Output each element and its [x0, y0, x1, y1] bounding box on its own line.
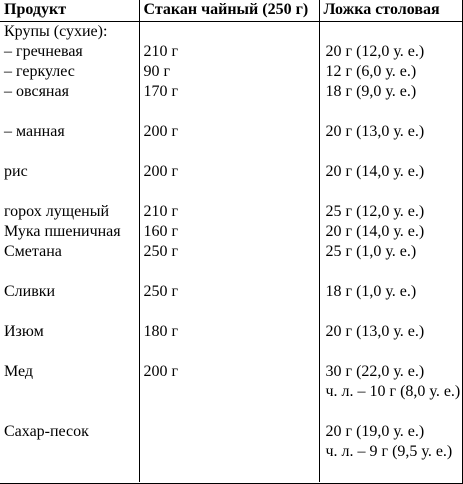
table-row	[0, 42, 462, 62]
glass-cell: 180 г	[139, 322, 319, 362]
spoon-value: 30 г (22,0 у. е.)	[325, 363, 425, 380]
spoon-cell: 20 г (14,0 у. е.)	[319, 222, 462, 242]
product-cell: Мука пшеничная	[4, 223, 121, 240]
table-row	[0, 82, 462, 122]
spoon-cell: 20 г (14,0 у. е.)	[319, 162, 462, 202]
product-cell: – овсяная	[4, 83, 69, 100]
product-cell: Сметана	[4, 243, 62, 260]
table-row	[0, 422, 462, 482]
spoon-cell: 20 г (13,0 у. е.)	[319, 122, 462, 162]
spoon-cell: 20 г (12,0 у. е.)	[319, 42, 462, 62]
spoon-teaspoon-value: ч. л. – 9 г (9,5 у. е.)	[325, 443, 453, 460]
table-header-row	[0, 0, 462, 22]
glass-cell	[139, 422, 319, 482]
header-glass: Стакан чайный (250 г)	[139, 0, 319, 22]
product-cell: горох лущеный	[4, 203, 110, 220]
table-row	[0, 122, 462, 162]
glass-cell: 160 г	[139, 222, 319, 242]
spoon-cell: 18 г (1,0 у. е.)	[319, 282, 462, 322]
product-cell: – геркулес	[4, 63, 75, 80]
glass-cell: 90 г	[139, 62, 319, 82]
table-row	[0, 322, 462, 362]
glass-cell: 170 г	[139, 82, 319, 122]
spoon-cell: 20 г (13,0 у. е.)	[319, 322, 462, 362]
product-cell: Сливки	[4, 283, 56, 300]
glass-cell: 210 г	[139, 42, 319, 62]
table-row	[0, 202, 462, 222]
glass-cell: 250 г	[139, 242, 319, 282]
header-spoon: Ложка столовая	[319, 0, 462, 22]
table-row	[0, 242, 462, 282]
product-cell: рис	[4, 163, 28, 180]
product-cell: Мед	[4, 363, 34, 380]
glass-cell: 250 г	[139, 282, 319, 322]
product-cell: – гречневая	[4, 43, 83, 60]
spoon-teaspoon-value: ч. л. – 10 г (8,0 у. е.)	[325, 383, 461, 400]
table-row	[0, 162, 462, 202]
spoon-cell: 25 г (12,0 у. е.)	[319, 202, 462, 222]
table-row	[0, 222, 462, 242]
table-row	[0, 62, 462, 82]
product-cell: Сахар-песок	[4, 423, 89, 440]
glass-cell: 200 г	[139, 362, 319, 422]
glass-cell: 200 г	[139, 162, 319, 202]
product-cell: Изюм	[4, 323, 44, 340]
glass-cell: 210 г	[139, 202, 319, 222]
header-product: Продукт	[0, 0, 139, 22]
table-row	[0, 362, 462, 422]
spoon-cell	[319, 422, 462, 482]
table-row	[0, 22, 462, 43]
product-cell: Крупы (сухие):	[4, 23, 108, 40]
table-row	[0, 282, 462, 322]
spoon-cell	[319, 22, 462, 43]
spoon-cell: 12 г (6,0 у. е.)	[319, 62, 462, 82]
spoon-cell	[319, 362, 462, 422]
glass-cell: 200 г	[139, 122, 319, 162]
spoon-cell: 18 г (9,0 у. е.)	[319, 82, 462, 122]
spoon-value: 20 г (19,0 у. е.)	[325, 423, 425, 440]
glass-cell	[139, 22, 319, 43]
spoon-cell: 25 г (1,0 у. е.)	[319, 242, 462, 282]
product-cell: – манная	[4, 123, 65, 140]
